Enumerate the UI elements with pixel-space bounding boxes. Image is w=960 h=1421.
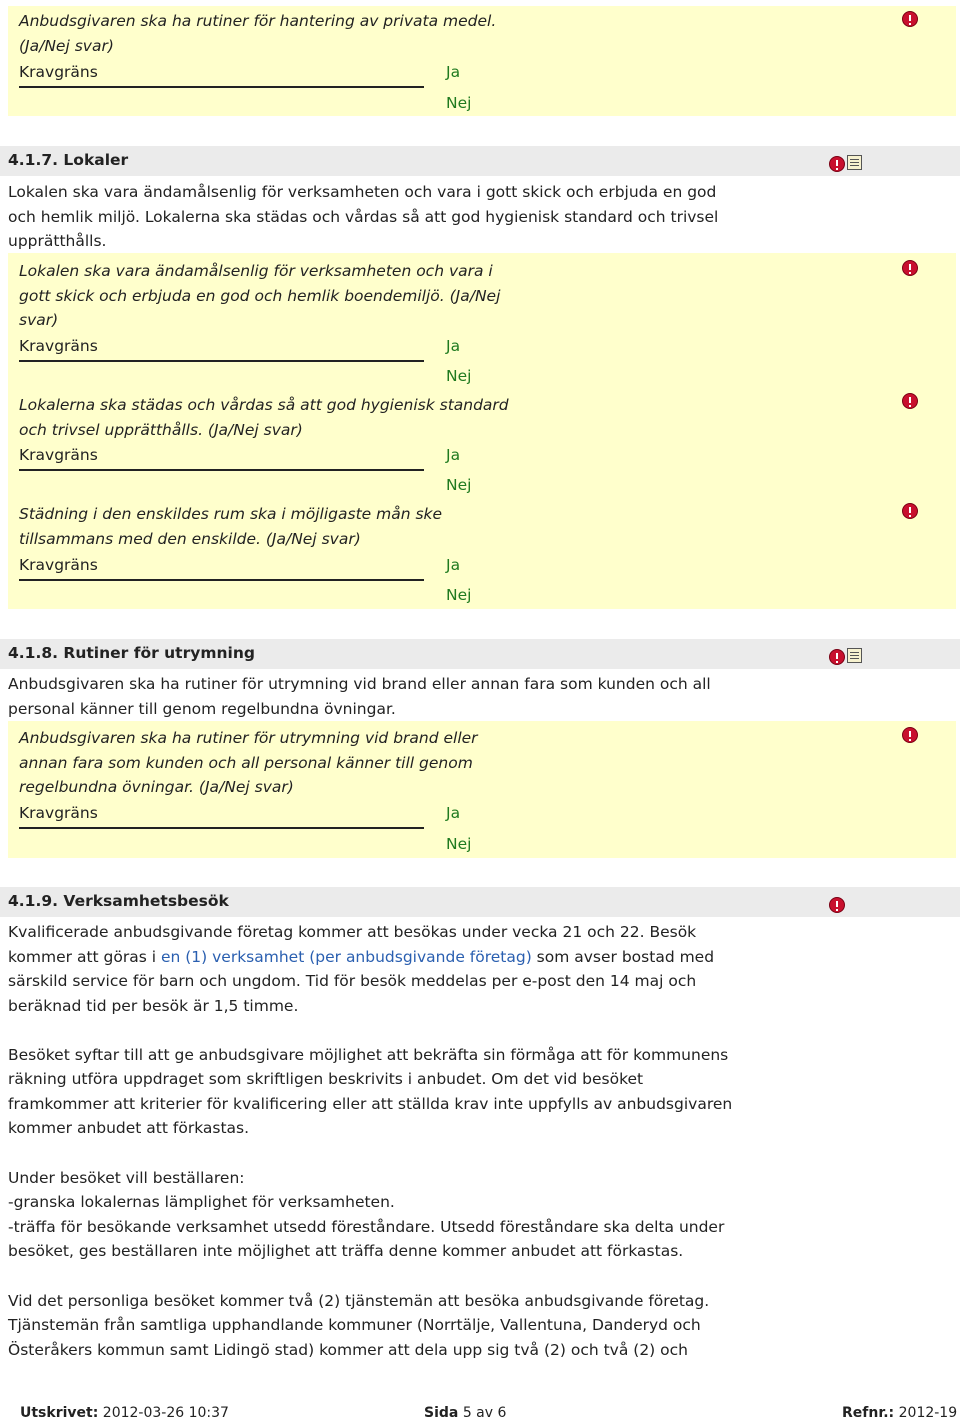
paragraph-text: -träffa för besökande verksamhet utsedd föreståndare. Utsedd föreståndare ska delta under xyxy=(8,1218,725,1236)
warning-icon xyxy=(902,503,918,519)
answer-yes[interactable]: Ja xyxy=(446,63,461,81)
paragraph-text: beräknad tid per besök är 1,5 timme. xyxy=(8,997,299,1015)
warning-icon xyxy=(902,260,918,276)
paragraph-text: räkning utföra uppdraget som skriftligen beskrivits i anbudet. Om det vid besöket xyxy=(8,1070,644,1088)
paragraph-text: framkommer att kriterier för kvalificering eller att ställda krav inte uppfylls av anbudsgivaren xyxy=(8,1095,733,1113)
kravgrans-divider xyxy=(19,469,424,471)
page-label: Sida xyxy=(424,1405,459,1421)
printed-value: 2012-03-26 10:37 xyxy=(102,1405,229,1421)
answer-yes[interactable]: Ja xyxy=(446,804,461,822)
question-text: Anbudsgivaren ska ha rutiner för hantering av privata medel. xyxy=(19,12,497,30)
kravgrans-label: Kravgräns xyxy=(19,804,98,822)
footer-printed xyxy=(20,1404,229,1421)
paragraph-text: Kvalificerade anbudsgivande företag kommer att besökas under vecka 21 och 22. Besök xyxy=(8,923,697,941)
paragraph-text xyxy=(8,945,714,970)
document-icon xyxy=(847,155,862,170)
paragraph-text: Besöket syftar till att ge anbudsgivare möjlighet att bekräfta sin förmåga att för kommunens xyxy=(8,1046,729,1064)
kravgrans-label: Kravgräns xyxy=(19,337,98,355)
kravgrans-divider xyxy=(19,360,424,362)
answer-yes[interactable]: Ja xyxy=(446,556,461,574)
question-text: annan fara som kunden och all personal känner till genom xyxy=(19,754,473,772)
answer-yes[interactable]: Ja xyxy=(446,446,461,464)
warning-icon xyxy=(829,649,845,665)
refnr-value: 2012-19 xyxy=(898,1405,958,1421)
question-text: gott skick och erbjuda en god och hemlik boendemiljö. (Ja/Nej xyxy=(19,287,501,305)
answer-no[interactable]: Nej xyxy=(446,476,472,494)
printed-label: Utskrivet: xyxy=(20,1405,99,1421)
paragraph-text: särskild service för barn och ungdom. Tid för besök meddelas per e-post den 14 maj och xyxy=(8,972,697,990)
section-heading-bar xyxy=(0,146,960,176)
kravgrans-label: Kravgräns xyxy=(19,446,98,464)
paragraph-fragment: som avser bostad med xyxy=(531,948,715,966)
answer-no[interactable]: Nej xyxy=(446,94,472,112)
warning-icon xyxy=(902,393,918,409)
section-intro: upprätthålls. xyxy=(8,232,107,250)
section-intro: personal känner till genom regelbundna övningar. xyxy=(8,700,396,718)
paragraph-text: Vid det personliga besöket kommer två (2) tjänstemän att besöka anbudsgivande företag. xyxy=(8,1292,710,1310)
paragraph-text: kommer anbudet att förkastas. xyxy=(8,1119,250,1137)
paragraph-text: besöket, ges beställaren inte möjlighet att träffa denne kommer anbudet att förkastas. xyxy=(8,1242,684,1260)
warning-icon xyxy=(902,727,918,743)
question-text: Anbudsgivaren ska ha rutiner för utrymning vid brand eller xyxy=(19,729,478,747)
question-text: Städning i den enskildes rum ska i möjligaste mån ske xyxy=(19,505,443,523)
question-text: och trivsel upprätthålls. (Ja/Nej svar) xyxy=(19,421,303,439)
highlighted-requirement: en (1) verksamhet (per anbudsgivande företag) xyxy=(160,948,532,966)
footer-page xyxy=(424,1404,506,1421)
document-icon xyxy=(847,648,862,663)
paragraph-text: -granska lokalernas lämplighet för verksamheten. xyxy=(8,1193,395,1211)
kravgrans-divider xyxy=(19,86,424,88)
answer-yes[interactable]: Ja xyxy=(446,337,461,355)
page-value: 5 av 6 xyxy=(462,1405,507,1421)
question-text: (Ja/Nej svar) xyxy=(19,37,114,55)
paragraph-text: Tjänstemän från samtliga upphandlande kommuner (Norrtälje, Vallentuna, Danderyd och xyxy=(8,1316,701,1334)
question-text: svar) xyxy=(19,311,59,329)
paragraph-text: Österåkers kommun samt Lidingö stad) kommer att dela upp sig två (2) och två (2) och xyxy=(8,1341,688,1359)
warning-icon xyxy=(829,897,845,913)
warning-icon xyxy=(829,156,845,172)
question-text: tillsammans med den enskilde. (Ja/Nej svar) xyxy=(19,530,361,548)
footer-refnr xyxy=(842,1404,957,1421)
kravgrans-divider xyxy=(19,827,424,829)
answer-no[interactable]: Nej xyxy=(446,586,472,604)
warning-icon xyxy=(902,11,918,27)
paragraph-fragment: kommer att göras i xyxy=(8,948,161,966)
question-text: Lokalen ska vara ändamålsenlig för verksamheten och vara i xyxy=(19,262,493,280)
question-text: Lokalerna ska städas och vårdas så att god hygienisk standard xyxy=(19,396,509,414)
section-intro: Lokalen ska vara ändamålsenlig för verksamheten och vara i gott skick och erbjuda en god xyxy=(8,183,717,201)
kravgrans-label: Kravgräns xyxy=(19,63,98,81)
answer-no[interactable]: Nej xyxy=(446,367,472,385)
question-text: regelbundna övningar. (Ja/Nej svar) xyxy=(19,778,294,796)
kravgrans-divider xyxy=(19,579,424,581)
paragraph-text: Under besöket vill beställaren: xyxy=(8,1169,245,1187)
section-intro: och hemlik miljö. Lokalerna ska städas och vårdas så att god hygienisk standard och trivsel xyxy=(8,208,719,226)
refnr-label: Refnr.: xyxy=(842,1405,895,1421)
section-heading: 4.1.7. Lokaler xyxy=(8,151,129,169)
section-intro: Anbudsgivaren ska ha rutiner för utrymning vid brand eller annan fara som kunden och all xyxy=(8,675,711,693)
section-heading: 4.1.8. Rutiner för utrymning xyxy=(8,644,255,662)
section-heading: 4.1.9. Verksamhetsbesök xyxy=(8,892,229,910)
kravgrans-label: Kravgräns xyxy=(19,556,98,574)
answer-no[interactable]: Nej xyxy=(446,835,472,853)
